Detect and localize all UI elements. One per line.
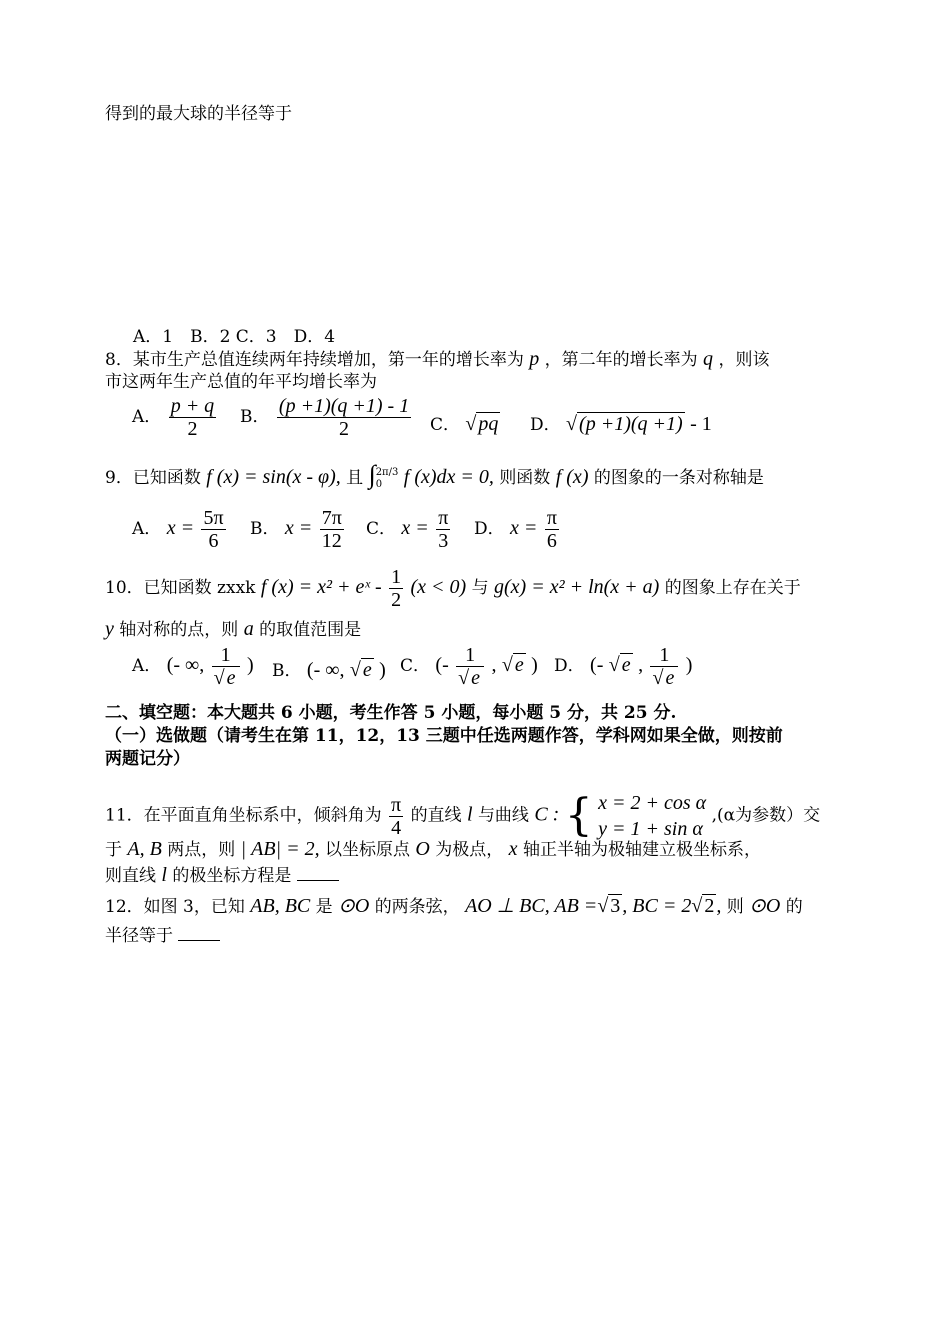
q12-chords: AB, BC: [250, 895, 311, 917]
q10-c-den-e: e: [471, 667, 481, 689]
q12-cond: AO ⊥ BC, AB =: [465, 895, 598, 917]
q9-option-c: [366, 507, 452, 552]
q9-c-den: 3: [438, 530, 449, 552]
q11-frac: [389, 794, 403, 839]
q12-lead: 12．如图 3，已知: [105, 897, 245, 917]
q9-a-frac: [201, 507, 225, 552]
q10-d-den: √ e: [652, 667, 675, 689]
q9-b-frac: [320, 507, 344, 552]
q8-text-b: ，第二年的增长率为: [544, 350, 698, 370]
q11-abs: | AB| = 2,: [240, 838, 320, 860]
q11-eq1: x = 2 + cos α: [598, 792, 707, 814]
q8-c-expr: pq: [478, 413, 499, 435]
q11-line3: [105, 864, 339, 887]
q8-option-a: [132, 395, 218, 440]
q10-a-den: √ e: [213, 667, 236, 689]
q11-line3-a: 则直线: [105, 866, 156, 886]
q9-d-lhs: x =: [510, 517, 538, 539]
q9-line: [105, 460, 764, 491]
q8-option-d: [530, 410, 712, 436]
q9-a-lhs: x =: [166, 517, 195, 539]
q8-line1: [105, 348, 769, 371]
q10-d-radical: √: [608, 654, 620, 676]
q11-den: 4: [391, 816, 402, 839]
q12-cond2: , BC = 2: [622, 895, 692, 917]
q9-a-label: A．: [132, 519, 162, 539]
q9-tail-a: 则函数: [499, 468, 551, 488]
q10-d-num: 1: [659, 644, 670, 666]
q8-q: q: [703, 348, 714, 370]
q10-option-b: [272, 656, 386, 682]
q7-options: A．1 B．2 C．3 D．4: [133, 327, 336, 347]
q10-c-sqrt: e: [514, 654, 524, 676]
q10-line1: [105, 566, 801, 611]
q9-c-label: C．: [366, 519, 397, 539]
q10-b-left: (- ∞,: [306, 659, 345, 681]
q10-c-den: √ e: [458, 667, 481, 689]
q9-tail-b: 的图象的一条对称轴是: [593, 468, 764, 488]
q12-mid: 是: [315, 897, 333, 917]
q8-a-den: 2: [187, 418, 198, 440]
q10-line2: [105, 618, 361, 641]
q12-tail-b: 的: [785, 897, 803, 917]
q10-d-mid: ,: [638, 654, 644, 676]
q9-mid: 且: [346, 468, 364, 488]
q8-d-tail: - 1: [690, 413, 712, 435]
q12-line1: [105, 895, 803, 918]
q8-text-a: 8．某市生产总值连续两年持续增加，第一年的增长率为: [105, 350, 524, 370]
q10-option-d: [554, 644, 692, 689]
q10-f-expr: f (x) = x² + eˣ -: [260, 576, 382, 598]
q8-a-num: p + q: [170, 395, 215, 417]
q12-circle-2: ⊙O: [749, 895, 781, 917]
q10-lead: 10．已知函数 zxxk: [105, 578, 256, 598]
q11-line2-b: 两点，则: [167, 840, 236, 860]
q9-option-d: [474, 507, 561, 552]
q12-answer-blank: [178, 924, 220, 941]
q10-d-sqrt: e: [621, 654, 631, 676]
section2-title: 二、填空题：本大题共 6 小题，考生作答 5 小题，每小题 5 分，共 25 分.: [105, 703, 677, 723]
q10-c-left: (-: [435, 654, 449, 676]
q8-c-label: C．: [430, 415, 461, 435]
q8-b-label: B．: [240, 407, 270, 427]
q11-answer-blank: [297, 864, 339, 881]
q9-c-frac: [436, 507, 450, 552]
integral-limits: [376, 467, 399, 491]
q10-a-left: (- ∞,: [166, 654, 205, 676]
q12-line2: [105, 924, 220, 947]
q10-a-frac: [212, 644, 240, 689]
section2-sub1: （一）选做题（请考生在第 11，12，13 三题中任选两题作答，学科网如果全做，则按前: [105, 726, 783, 746]
q11-line2: [105, 838, 761, 861]
q11-param: ,(α为参数）交: [711, 805, 821, 826]
q8-b-den: 2: [339, 418, 350, 440]
q8-a-frac: [169, 395, 217, 440]
q10-c-num: 1: [465, 644, 476, 666]
q8-line2: 市这两年生产总值的年平均增长率为: [105, 372, 377, 392]
q11-line2-a: 于: [105, 840, 122, 860]
q11-curve-c: C :: [534, 803, 560, 826]
q11-eq2: y = 1 + sin α: [598, 818, 703, 840]
q10-b-sqrt: e: [362, 659, 372, 681]
q11-lead: 11．在平面直角坐标系中，倾斜角为: [105, 805, 382, 826]
q10-g-expr: g(x) = x² + ln(x + a): [494, 576, 660, 598]
q10-a-right: ): [246, 654, 254, 676]
q11-system: [598, 790, 706, 842]
q10-option-c: [400, 644, 538, 689]
q10-cond: (x < 0): [410, 576, 467, 598]
q9-c-lhs: x =: [401, 517, 429, 539]
q9-b-label: B．: [250, 519, 280, 539]
q9-c-num: π: [438, 507, 449, 529]
q10-half-den: 2: [391, 589, 402, 611]
q12-sqrt3: 3: [610, 895, 621, 917]
q10-d-right: ): [685, 654, 693, 676]
q9-fx: f (x): [555, 466, 589, 488]
q10-d-left: (-: [590, 654, 604, 676]
q8-b-frac: [277, 395, 411, 440]
q10-d-den-e: e: [665, 667, 675, 689]
section2-sub2: 两题记分）: [105, 749, 190, 769]
q12-radical-2: √: [691, 895, 703, 917]
q8-d-radical: √: [566, 413, 578, 435]
q11-line3-b: 的极坐标方程是: [172, 866, 292, 886]
q9-b-den: 12: [321, 530, 342, 552]
integral-lower: 0: [375, 478, 383, 490]
q9-d-den: 6: [546, 530, 557, 552]
integral-sign: ∫: [368, 460, 376, 489]
q10-half: [389, 566, 403, 611]
q9-integrand: f (x)dx = 0,: [403, 466, 494, 488]
q10-d-label: D．: [554, 656, 585, 676]
q11-line2-e: 轴正半轴为极轴建立极坐标系，: [522, 840, 761, 860]
q8-text-c: ，则该: [718, 350, 770, 370]
q10-b-right: ): [379, 659, 386, 681]
q10-half-num: 1: [391, 566, 402, 588]
q11-line3-l: l: [161, 864, 167, 886]
q10-y: y: [105, 618, 114, 640]
q10-c-mid: ,: [491, 654, 497, 676]
q10-c-radical: √: [501, 654, 513, 676]
q11-brace: {: [564, 790, 593, 841]
q9-option-b: [250, 507, 346, 552]
q10-c-label: C．: [400, 656, 431, 676]
q12-mid2: 的两条弦，: [374, 897, 460, 917]
q12-line2-text: 半径等于: [105, 926, 173, 946]
q10-d-frac: [650, 644, 678, 689]
q11-o: O: [415, 838, 430, 860]
q12-circle: ⊙O: [338, 895, 370, 917]
q10-line2-b: 的取值范围是: [259, 620, 362, 640]
top-line: 得到的最大球的半径等于: [105, 104, 292, 124]
q9-a-num: 5π: [203, 507, 224, 529]
q8-c-radical: √: [465, 413, 477, 435]
q10-c-right: ): [531, 654, 538, 676]
q12-sqrt2: 2: [704, 895, 715, 917]
integral-upper: 2π/3: [375, 466, 399, 478]
q11-line2-c: 以坐标原点: [325, 840, 410, 860]
q10-a-den-e: e: [226, 667, 236, 689]
q10-a: a: [243, 618, 254, 640]
q11-l: l: [466, 803, 473, 826]
q11-mid2: 与曲线: [477, 805, 529, 826]
q10-b-radical: √: [349, 659, 361, 681]
q8-a-label: A．: [132, 407, 162, 427]
q8-b-num: (p +1)(q +1) - 1: [278, 395, 410, 417]
q12-radical-1: √: [597, 895, 609, 917]
q9-lead: 9．已知函数: [105, 468, 201, 488]
q11-line2-d: 为极点，: [435, 840, 504, 860]
q9-b-lhs: x =: [284, 517, 313, 539]
q9-func: f (x) = sin(x - φ),: [206, 466, 341, 488]
q8-option-c: [430, 410, 500, 436]
q10-a-label: A．: [132, 656, 162, 676]
q8-option-b: [240, 395, 413, 440]
q10-tail: 的图象上存在关于: [664, 578, 801, 598]
q11-line1: [105, 790, 820, 842]
q8-d-expr: (p +1)(q +1): [579, 413, 683, 435]
q10-line2-a: 轴对称的点，则: [119, 620, 239, 640]
q8-d-label: D．: [530, 415, 561, 435]
q9-option-a: [132, 507, 228, 552]
q12-cond3: ,: [716, 895, 722, 917]
q9-b-num: 7π: [321, 507, 342, 529]
q8-p: p: [529, 348, 540, 370]
q9-d-frac: [545, 507, 559, 552]
q11-num: π: [391, 793, 402, 816]
q9-d-num: π: [546, 507, 557, 529]
q12-tail-a: 则: [726, 897, 744, 917]
q10-b-label: B．: [272, 661, 302, 681]
q11-mid: 的直线: [410, 805, 462, 826]
q10-option-a: [132, 644, 254, 689]
q9-a-den: 6: [208, 530, 219, 552]
q10-and: 与: [471, 578, 489, 598]
q11-ab-points: A, B: [127, 838, 162, 860]
q11-x: x: [508, 838, 518, 860]
q10-a-num: 1: [220, 644, 231, 666]
q9-d-label: D．: [474, 519, 505, 539]
q10-c-frac: [456, 644, 484, 689]
